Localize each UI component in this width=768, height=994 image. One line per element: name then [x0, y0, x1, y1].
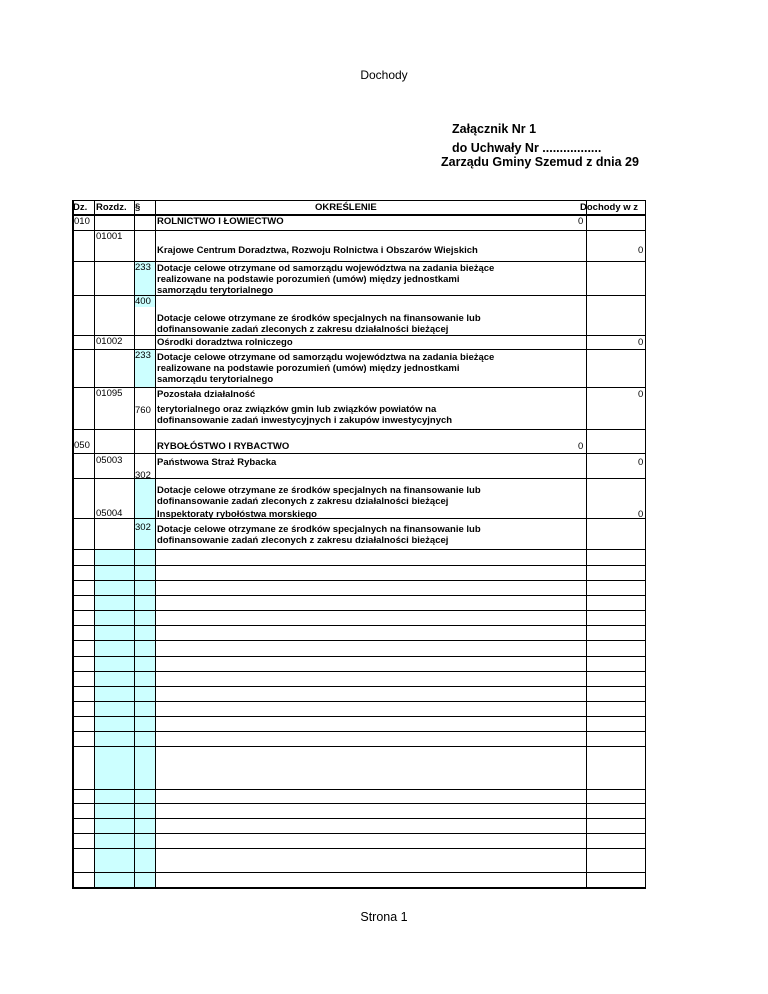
cell-desc: dofinansowanie zadań inwestycyjnych i zakupów inwestycyjnych — [157, 415, 453, 426]
page-header-title: Dochody — [360, 68, 408, 82]
grid-hline — [72, 387, 646, 388]
grid-hline — [72, 803, 646, 804]
grid-hline — [72, 349, 646, 350]
grid-hline — [72, 261, 646, 262]
grid-vline — [72, 200, 74, 888]
grid-vline — [645, 200, 646, 888]
grid-hline — [72, 230, 646, 231]
grid-hline — [72, 789, 646, 790]
grid-hline — [72, 848, 646, 849]
grid-hline — [72, 716, 646, 717]
grid-hline — [72, 549, 646, 550]
cell-desc: realizowane na podstawie porozumień (umów) między jednostkami — [157, 274, 460, 285]
cell-rozdz: 01002 — [96, 336, 123, 347]
grid-hline — [72, 671, 646, 672]
cell-desc: Dotacje celowe otrzymane od samorządu województwa na zadania bieżące — [157, 263, 495, 274]
cell-desc: samorządu terytorialnego — [157, 374, 274, 385]
cell-desc: Państwowa Straż Rybacka — [157, 457, 277, 468]
grid-hline — [72, 200, 646, 201]
grid-hline — [72, 625, 646, 626]
grid-vline — [94, 200, 95, 888]
page-footer: Strona 1 — [360, 910, 408, 924]
grid-hline — [72, 656, 646, 657]
cell-dz: 010 — [74, 216, 90, 227]
grid-hline — [72, 595, 646, 596]
cell-par: 302 — [135, 470, 151, 481]
cell-desc: dofinansowanie zadań zleconych z zakresu działalności bieżącej — [157, 324, 449, 335]
cell-rozdz: 01001 — [96, 231, 123, 242]
grid-hline — [72, 429, 646, 430]
grid-hline — [72, 565, 646, 566]
grid-hline — [72, 580, 646, 581]
grid-hline — [72, 833, 646, 834]
shade-par-c — [134, 478, 155, 888]
resolution-number: do Uchwały Nr ................. — [452, 141, 602, 155]
col-header-desc: OKREŚLENIE — [315, 202, 377, 213]
cell-value: 0 — [638, 389, 644, 400]
col-header-income: Dochody w z — [580, 202, 639, 213]
cell-desc: terytorialnego oraz związków gmin lub związków powiatów na — [157, 404, 437, 415]
grid-hline — [72, 887, 646, 889]
cell-value: 0 — [578, 216, 584, 227]
cell-rozdz: 05003 — [96, 455, 123, 466]
cell-value: 0 — [638, 245, 644, 256]
attachment-number: Załącznik Nr 1 — [452, 122, 537, 136]
cell-value: 0 — [638, 509, 644, 520]
cell-desc: Dotacje celowe otrzymane ze środków specjalnych na finansowanie lub — [157, 485, 481, 496]
grid-hline — [72, 478, 646, 479]
col-header-rozdz: Rozdz. — [96, 202, 127, 213]
cell-par: 302 — [135, 522, 151, 533]
grid-hline — [72, 872, 646, 873]
grid-hline — [72, 686, 646, 687]
cell-par: 760 — [135, 405, 151, 416]
cell-value: 0 — [578, 441, 584, 452]
cell-par: 400 — [135, 296, 151, 307]
cell-desc: RYBOŁÓSTWO I RYBACTWO — [157, 441, 290, 452]
cell-desc: Inspektoraty rybołóstwa morskiego — [157, 509, 317, 520]
grid-hline — [72, 746, 646, 747]
grid-vline — [155, 200, 156, 888]
cell-desc: Dotacje celowe otrzymane ze środków specjalnych na finansowanie lub — [157, 524, 481, 535]
grid-hline — [72, 610, 646, 611]
grid-hline — [72, 640, 646, 641]
cell-desc: Ośrodki doradztwa rolniczego — [157, 337, 293, 348]
cell-par: 233 — [135, 350, 151, 361]
cell-desc: ROLNICTWO I ŁOWIECTWO — [157, 216, 284, 227]
cell-value: 0 — [638, 337, 644, 348]
cell-desc: Dotacje celowe otrzymane od samorządu województwa na zadania bieżące — [157, 352, 495, 363]
income-table — [72, 200, 646, 888]
col-header-dz: Dz. — [73, 202, 88, 213]
cell-desc: Dotacje celowe otrzymane ze środków specjalnych na finansowanie lub — [157, 313, 481, 324]
board-date-line: Zarządu Gminy Szemud z dnia 29 — [441, 155, 639, 169]
cell-desc: samorządu terytorialnego — [157, 285, 274, 296]
cell-rozdz: 05004 — [96, 508, 123, 519]
shade-rozdz-a — [94, 549, 134, 888]
grid-hline — [72, 701, 646, 702]
cell-desc: Pozostała działalność — [157, 389, 256, 400]
cell-rozdz: 01095 — [96, 388, 123, 399]
col-header-par: § — [135, 202, 141, 213]
grid-hline — [72, 453, 646, 454]
cell-dz: 050 — [74, 440, 90, 451]
cell-desc: Krajowe Centrum Doradztwa, Rozwoju Rolnictwa i Obszarów Wiejskich — [157, 245, 478, 256]
grid-hline — [72, 731, 646, 732]
grid-vline — [586, 200, 587, 888]
grid-hline — [72, 818, 646, 819]
cell-par: 233 — [135, 262, 151, 273]
cell-desc: dofinansowanie zadań zleconych z zakresu działalności bieżącej — [157, 496, 449, 507]
cell-desc: dofinansowanie zadań zleconych z zakresu działalności bieżącej — [157, 535, 449, 546]
cell-desc: realizowane na podstawie porozumień (umów) między jednostkami — [157, 363, 460, 374]
cell-value: 0 — [638, 457, 644, 468]
